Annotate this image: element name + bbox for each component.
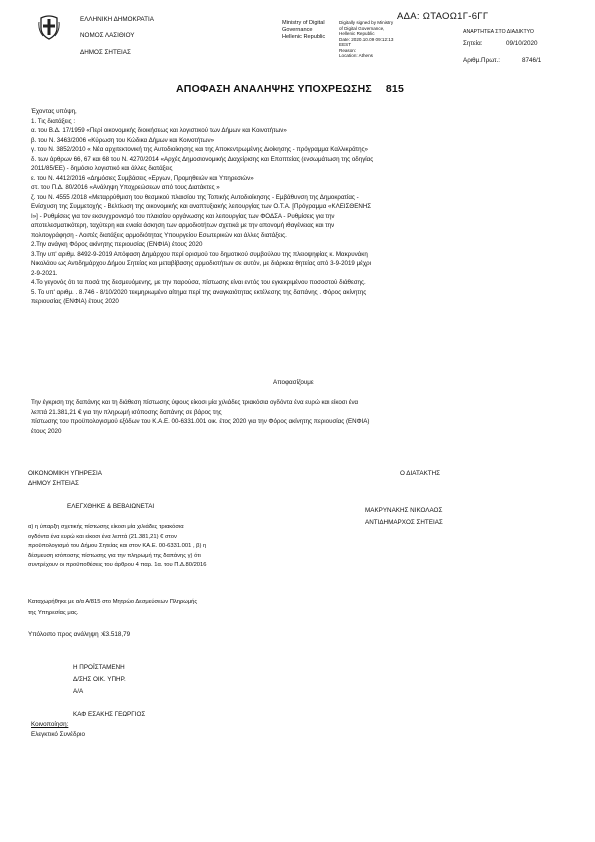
signature-line: Hellenic Republic	[339, 31, 375, 36]
protocol-label: Αριθμ.Πρωτ.:	[463, 57, 501, 64]
body-line: περιουσίας (ΕΝΦΙΑ) έτους 2020	[31, 298, 119, 305]
verification-line: προϋπολογισμό του Δήμου Σητείας και στον ΚΑ.Ε. 00-6331.001 , β) η	[28, 543, 207, 549]
authority-line: ΕΛΛΗΝΙΚΗ ΔΗΜΟΚΡΑΤΙΑ	[80, 16, 154, 23]
body-line: 4.Το γεγονός ότι τα ποσά της δεσμευόμενης, με την παρούσα, πίστωσης είναι εντός του εγκεκριμένου ποσοστού διάθεσης.	[31, 279, 366, 286]
body-line: α. του Β.Δ. 17/1959 «Περί οικονομικής διοικήσεως και λογιστικού των Δήμων και Κοινοτήτων»	[31, 127, 287, 134]
body-line: Νικολάου ως Αντιδημάρχου Δήμου Σητείας και μεταβίβασης αρμοδιοτήτων σε αυτόν, με διάρκεια θητείας από 3-9-2019 μέχρι	[31, 260, 372, 267]
decision-line: λεπτά 21.381,21 € για την πληρωμή ισόποσης δαπάνης σε βάρος της	[31, 408, 222, 416]
signer-name: ΜΑΚΡΥΝΑΚΗΣ ΝΙΚΟΛΑΟΣ	[365, 507, 443, 514]
ministry-line: Ministry of Digital	[282, 20, 325, 26]
greek-emblem-icon	[38, 14, 60, 40]
verified-heading: ΕΛΕΓΧΘΗΚΕ & ΒΕΒΑΙΩΝΕΤΑΙ	[67, 503, 155, 510]
ada-code: ΑΔΑ: ΩΤΑΟΩ1Γ-6ΓΓ	[397, 11, 489, 22]
title-text: ΑΠΟΦΑΣΗ ΑΝΑΛΗΨΗΣ ΥΠΟΧΡΕΩΣΗΣ	[176, 83, 372, 95]
registration-note	[28, 597, 197, 618]
verification-line: δέσμευση ισόποσης πίστωσης για την πληρωμή της δαπάνης γ) ότι	[28, 552, 201, 559]
body-line: Ενίσχυση της Συμμετοχής - Βελτίωση της οικονομικής και αναπτυξιακής λειτουργίας των Ο.Τ.Α. [Πρόγραμμα «ΚΛΕΙΣΘΕΝΗΣ	[31, 203, 372, 210]
body-line: αποτελεσματικότερη, ταχύτερη και ενιαία άσκηση των αρμοδιοτήτων σχετικά με την απονομή ιθαγένειας και την	[31, 222, 335, 229]
body-line: πολιτογράφηση - Λοιπές διατάξεις αρμοδιότητας Υπουργείου Εσωτερικών και άλλες διατάξεις.	[31, 231, 287, 239]
body-line: δ. των άρθρων 66, 67 και 68 του Ν. 4270/2014 «Αρχές Δημοσιονομικής Διαχείρισης και Εποπτείας (ενσωμάτωση της οδηγίας	[31, 155, 374, 163]
verification-line: α) η ύπαρξη σχετικής πίστωσης είκοσι μία χιλιάδες τριακόσια	[28, 524, 184, 530]
signature-line: Date: 2020.10.09 09:12:13	[339, 36, 394, 42]
notify-label: Κοινοποίηση:	[31, 721, 69, 728]
decision-number: 815	[385, 83, 404, 95]
authority-line: ΝΟΜΟΣ ΛΑΣΙΘΙΟΥ	[80, 32, 135, 39]
signer-role: Ο ΔΙΑΤΑΚΤΗΣ	[400, 470, 441, 477]
body-line: 1. Τις διατάξεις :	[31, 117, 76, 125]
notify-value: Ελεγκτικό Συνέδριο	[31, 731, 85, 738]
verification-line: ογδόντα ένα ευρώ και είκοσι ένα λεπτά (21.381,21) € στον	[28, 533, 177, 540]
head-line: Δ/ΣΗΣ ΟΙΚ. ΥΠΗΡ.	[73, 676, 126, 683]
head-line: Η ΠΡΟΪΣΤΑΜΕΝΗ	[73, 664, 125, 671]
head-name: ΚΑΦ ΕΣΑΚΗΣ ΓΕΩΡΓΙΟΣ	[73, 711, 146, 718]
registration-line: της Υπηρεσίας μας.	[28, 609, 79, 616]
signature-line: Location: Athens	[339, 53, 373, 58]
signature-line: EEST	[339, 42, 351, 47]
service-name: ΟΙΚΟΝΟΜΙΚΗ ΥΠΗΡΕΣΙΑ	[28, 470, 102, 477]
protocol-value: 8746/1	[522, 57, 542, 64]
decision-line: Την έγκριση της δαπάνης και τη διάθεση πίστωσης ύψους είκοσι μία χιλιάδες τριακόσια ογδόντα ένα ευρώ και είκοσι ένα	[31, 399, 359, 406]
decision-line: πίστωσης του προϋπολογισμού εξόδων του Κ.Α.Ε. 00-6331.001 οικ. έτος 2020 για την Φόρος ακίνητης περιουσίας (ΕΝΦΙΑ)	[31, 418, 370, 425]
body-line: Ι»] - Ρυθμίσεις για τον εκσυγχρονισμό του πλαισίου οργάνωσης και λειτουργίας των ΦΟΔΣΑ - Ρυθμίσεις για την	[31, 212, 335, 220]
decision-heading: Αποφασίζουμε	[273, 379, 314, 386]
considerations	[31, 107, 373, 307]
page-title	[176, 83, 404, 95]
verification-paragraph	[28, 523, 206, 571]
signature-line: Reason:	[339, 47, 357, 53]
signature-line: Digitally signed by Ministry	[339, 20, 394, 25]
signer-title: ΑΝΤΙΔΗΜΑΡΧΟΣ ΣΗΤΕΙΑΣ	[365, 519, 443, 526]
body-line: στ. του Π.Δ. 80/2016 «Ανάληψη Υποχρεώσεων από τους Διατάκτες »	[31, 184, 220, 191]
body-line: 3.Την υπ' αριθμ. 8492-9-2019 Απόφαση Δημάρχου περί ορισμού του δημοτικού συμβούλου της πλειοψηφίας κ. Μακρυνάκη	[31, 250, 368, 258]
decision-line: έτους 2020	[31, 427, 62, 435]
service-name: ΔΗΜΟΥ ΣΗΤΕΙΑΣ	[28, 480, 79, 487]
posting-note: ΑΝΑΡΤΗΤΕΑ ΣΤΟ ΔΙΑΔΙΚΤΥΟ	[463, 29, 534, 35]
body-line: 5. Το υπ' αριθμ. . 8.746 - 8/10/2020 τεκμηριωμένο αίτημα περί της αναγκαιότητας εκτέλεσης της δαπάνης . Φόρος ακίνητης	[31, 288, 367, 296]
body-line: β. του Ν. 3463/2006 «Κύρωση του Κώδικα Δήμων και Κοινοτήτων»	[31, 136, 215, 144]
decision-text	[31, 398, 369, 436]
registration-line: Καταχωρήθηκε με α/α Α/815 στο Μητρώο Δεσμεύσεων Πληρωμής	[28, 599, 198, 605]
digital-signature-block	[339, 20, 393, 59]
head-line: Α/Α	[73, 688, 84, 695]
body-line: ε. του Ν. 4412/2016 «Δημόσιες Συμβάσεις «Εργων, Προμηθειών και Υπηρεσιών»	[31, 174, 254, 182]
head-of-department	[73, 662, 126, 698]
body-line: 2-9-2021.	[31, 269, 58, 277]
ministry-stamp	[282, 20, 325, 41]
body-line: 2011/85/ΕΕ) - δημόσιο λογιστικό και άλλες διατάξεις	[31, 165, 173, 172]
date-value: 09/10/2020	[506, 40, 538, 47]
authority-line: ΔΗΜΟΣ ΣΗΤΕΙΑΣ	[80, 49, 131, 56]
ministry-line: Governance	[282, 27, 313, 33]
ministry-line: Hellenic Republic	[282, 34, 326, 40]
body-line: Έχοντας υπόψη,	[31, 108, 77, 115]
verification-line: συντρέχουν οι προϋποθέσεις του άρθρου 4 παρ. 1α. του Π.Δ.80/2016	[28, 562, 207, 568]
body-line: γ. του Ν. 3852/2010 « Νέα αρχιτεκτονική της Αυτοδιοίκησης και της Αποκεντρωμένης Διοίκησης - πρόγραμμα Καλλικράτης»	[31, 146, 368, 153]
signature-line: of Digital Governance,	[339, 25, 385, 31]
body-line: 2.Την ανάγκη Φόρος ακίνητης περιουσίας (ΕΝΦΙΑ) έτους 2020	[31, 241, 203, 248]
date-label: Σητεία:	[463, 40, 483, 47]
body-line: ζ. του Ν. 4555 /2018 «Μεταρρύθμιση του θεσμικού πλαισίου της Τοπικής Αυτοδιοίκησης - Εμβάθυνση της Δημοκρατίας -	[31, 193, 359, 201]
remaining-balance: Υπόλοιπο προς ανάληψη :€3.518,79	[28, 631, 131, 638]
